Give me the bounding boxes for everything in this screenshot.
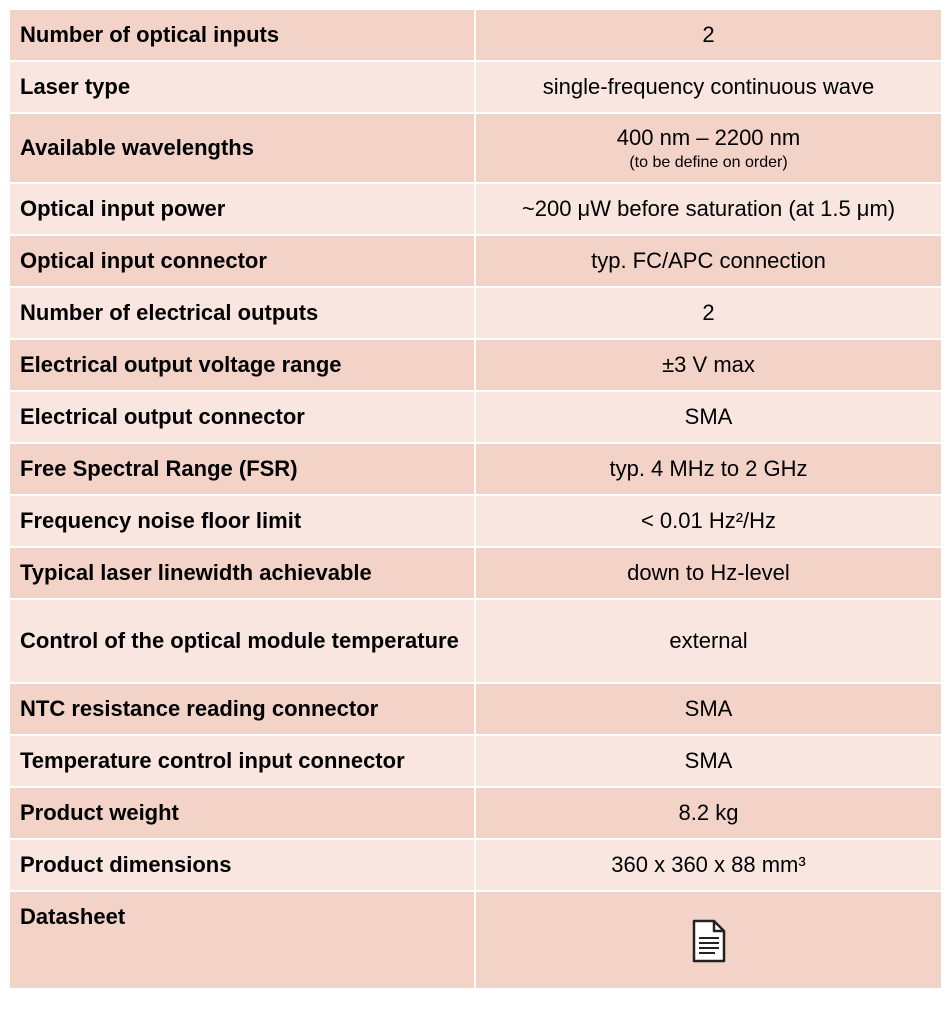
spec-value: 400 nm – 2200 nm xyxy=(616,125,801,150)
spec-value: 360 x 360 x 88 mm³ xyxy=(475,839,942,891)
spec-label: Product weight xyxy=(9,787,475,839)
spec-table xyxy=(8,8,943,990)
table-row xyxy=(9,735,942,787)
spec-value-note: (to be define on order) xyxy=(629,154,788,171)
spec-value: ±3 V max xyxy=(475,339,942,391)
spec-value: down to Hz-level xyxy=(475,547,942,599)
spec-label: Product dimensions xyxy=(9,839,475,891)
spec-label: Optical input power xyxy=(9,183,475,235)
table-row xyxy=(9,683,942,735)
table-row xyxy=(9,891,942,989)
spec-label: Laser type xyxy=(9,61,475,113)
spec-value: < 0.01 Hz²/Hz xyxy=(475,495,942,547)
spec-label: Electrical output connector xyxy=(9,391,475,443)
table-row xyxy=(9,9,942,61)
table-row xyxy=(9,61,942,113)
spec-value: single-frequency continuous wave xyxy=(475,61,942,113)
table-row xyxy=(9,547,942,599)
table-row xyxy=(9,287,942,339)
table-row xyxy=(9,391,942,443)
spec-value: 8.2 kg xyxy=(475,787,942,839)
spec-value: 2 xyxy=(475,287,942,339)
table-row xyxy=(9,443,942,495)
spec-label: Typical laser linewidth achievable xyxy=(9,547,475,599)
table-row xyxy=(9,235,942,287)
spec-value: SMA xyxy=(475,683,942,735)
spec-label: Temperature control input connector xyxy=(9,735,475,787)
table-row xyxy=(9,599,942,683)
spec-value: 2 xyxy=(475,9,942,61)
spec-value: SMA xyxy=(475,391,942,443)
spec-value: SMA xyxy=(475,735,942,787)
table-row xyxy=(9,339,942,391)
spec-label: Number of optical inputs xyxy=(9,9,475,61)
spec-label: Frequency noise floor limit xyxy=(9,495,475,547)
spec-label: NTC resistance reading connector xyxy=(9,683,475,735)
table-row xyxy=(9,839,942,891)
spec-label: Control of the optical module temperature xyxy=(9,599,475,683)
datasheet-cell xyxy=(475,891,942,989)
spec-label: Available wavelengths xyxy=(9,113,475,183)
table-row xyxy=(9,495,942,547)
spec-label: Number of electrical outputs xyxy=(9,287,475,339)
spec-label: Optical input connector xyxy=(9,235,475,287)
table-row xyxy=(9,787,942,839)
table-row xyxy=(9,183,942,235)
spec-label: Datasheet xyxy=(9,891,475,989)
spec-label: Electrical output voltage range xyxy=(9,339,475,391)
spec-value: typ. FC/APC connection xyxy=(475,235,942,287)
document-icon[interactable] xyxy=(691,919,727,971)
spec-value: ~200 μW before saturation (at 1.5 μm) xyxy=(475,183,942,235)
spec-value: external xyxy=(475,599,942,683)
table-row xyxy=(9,113,942,183)
spec-label: Free Spectral Range (FSR) xyxy=(9,443,475,495)
spec-value-cell xyxy=(475,113,942,183)
spec-value: typ. 4 MHz to 2 GHz xyxy=(475,443,942,495)
